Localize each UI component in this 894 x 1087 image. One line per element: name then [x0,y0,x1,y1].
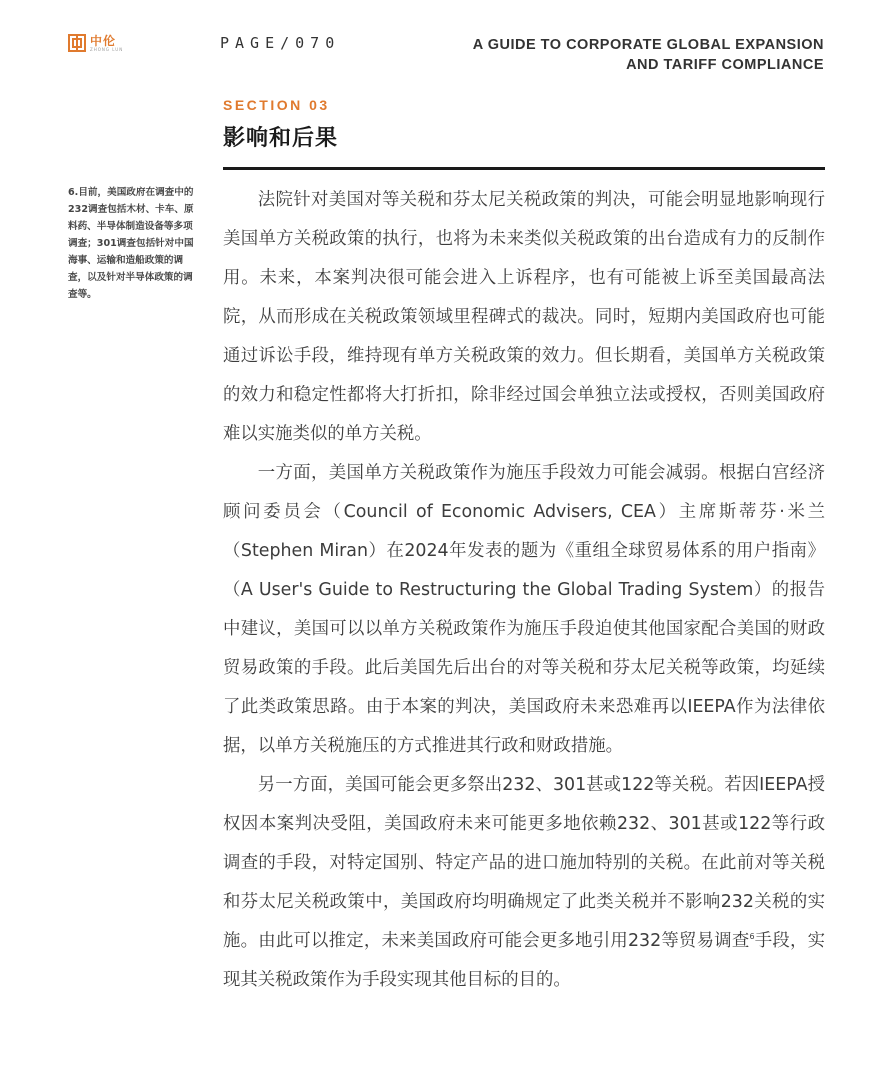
section-label: SECTION 03 [223,97,330,113]
document-title-line-1: A GUIDE TO CORPORATE GLOBAL EXPANSION [472,37,824,53]
footnote-reference: 6 [749,932,755,942]
paragraph-3 [223,766,825,1000]
section-title: 影响和后果 [223,126,339,151]
logo-english-name: ZHONG LUN [90,46,124,52]
zhonglun-logo-icon [68,34,86,52]
body-text [223,181,825,1000]
document-title [424,35,824,75]
brand-logo [68,34,123,52]
footnote: 6.目前，美国政府在调查中的232调查包括木材、卡车、原料药、半导体制造设备等多项调查；301调查包括针对中国海事、运输和造船政策的调查，以及针对半导体政策的调查等。 [68,187,194,300]
paragraph-3-text: 另一方面，美国可能会更多祭出232、301甚或122等关税。若因IEEPA授权因本案判决受阻，美国政府未来可能更多地依赖232、301甚或122等行政调查的手段，对特定国别、特定产品的进口施加特别的关税。在此前对等关税和芬太尼关税政策中，美国政府均明确规定了此类关税并不影响232关税的实施。由此可以推定，未来美国政府可能会更多地引用232等贸易调查 [223,775,825,951]
paragraph-2: 一方面，美国单方关税政策作为施压手段效力可能会减弱。根据白宫经济顾问委员会（Council of Economic Advisers, CEA）主席斯蒂芬·米兰（Stephen Miran）在2024年发表的题为《重组全球贸易体系的用户指南》（A User's Guide to Restructuring the Global Trading System）的报告中建议，美国可以以单方关税政策作为施压手段迫使其他国家配合美国的财政贸易政策的手段。此后美国先后出台的对等关税和芬太尼关税等政策，均延续了此类政策思路。由于本案的判决，美国政府未来恐难再以IEEPA作为法律依据，以单方关税施压的方式推进其行政和财政措施。 [223,463,825,756]
page-number: PAGE/070 [220,34,341,52]
document-title-line-2: AND TARIFF COMPLIANCE [626,57,824,73]
paragraph-3-tail: 手段，实现其关税政策作为手段实现其他目标的目的。 [223,931,825,990]
paragraph-1: 法院针对美国对等关税和芬太尼关税政策的判决，可能会明显地影响现行美国单方关税政策的执行，也将为未来类似关税政策的出台造成有力的反制作用。未来，本案判决很可能会进入上诉程序，也有可能被上诉至美国最高法院，从而形成在关税政策领域里程碑式的裁决。同时，短期内美国政府也可能通过诉讼手段，维持现有单方关税政策的效力。但长期看，美国单方关税政策的效力和稳定性都将大打折扣，除非经过国会单独立法或授权，否则美国政府难以实施类似的单方关税。 [223,190,825,444]
logo-chinese-name: 中伦 [90,33,117,48]
section-divider [223,167,825,170]
